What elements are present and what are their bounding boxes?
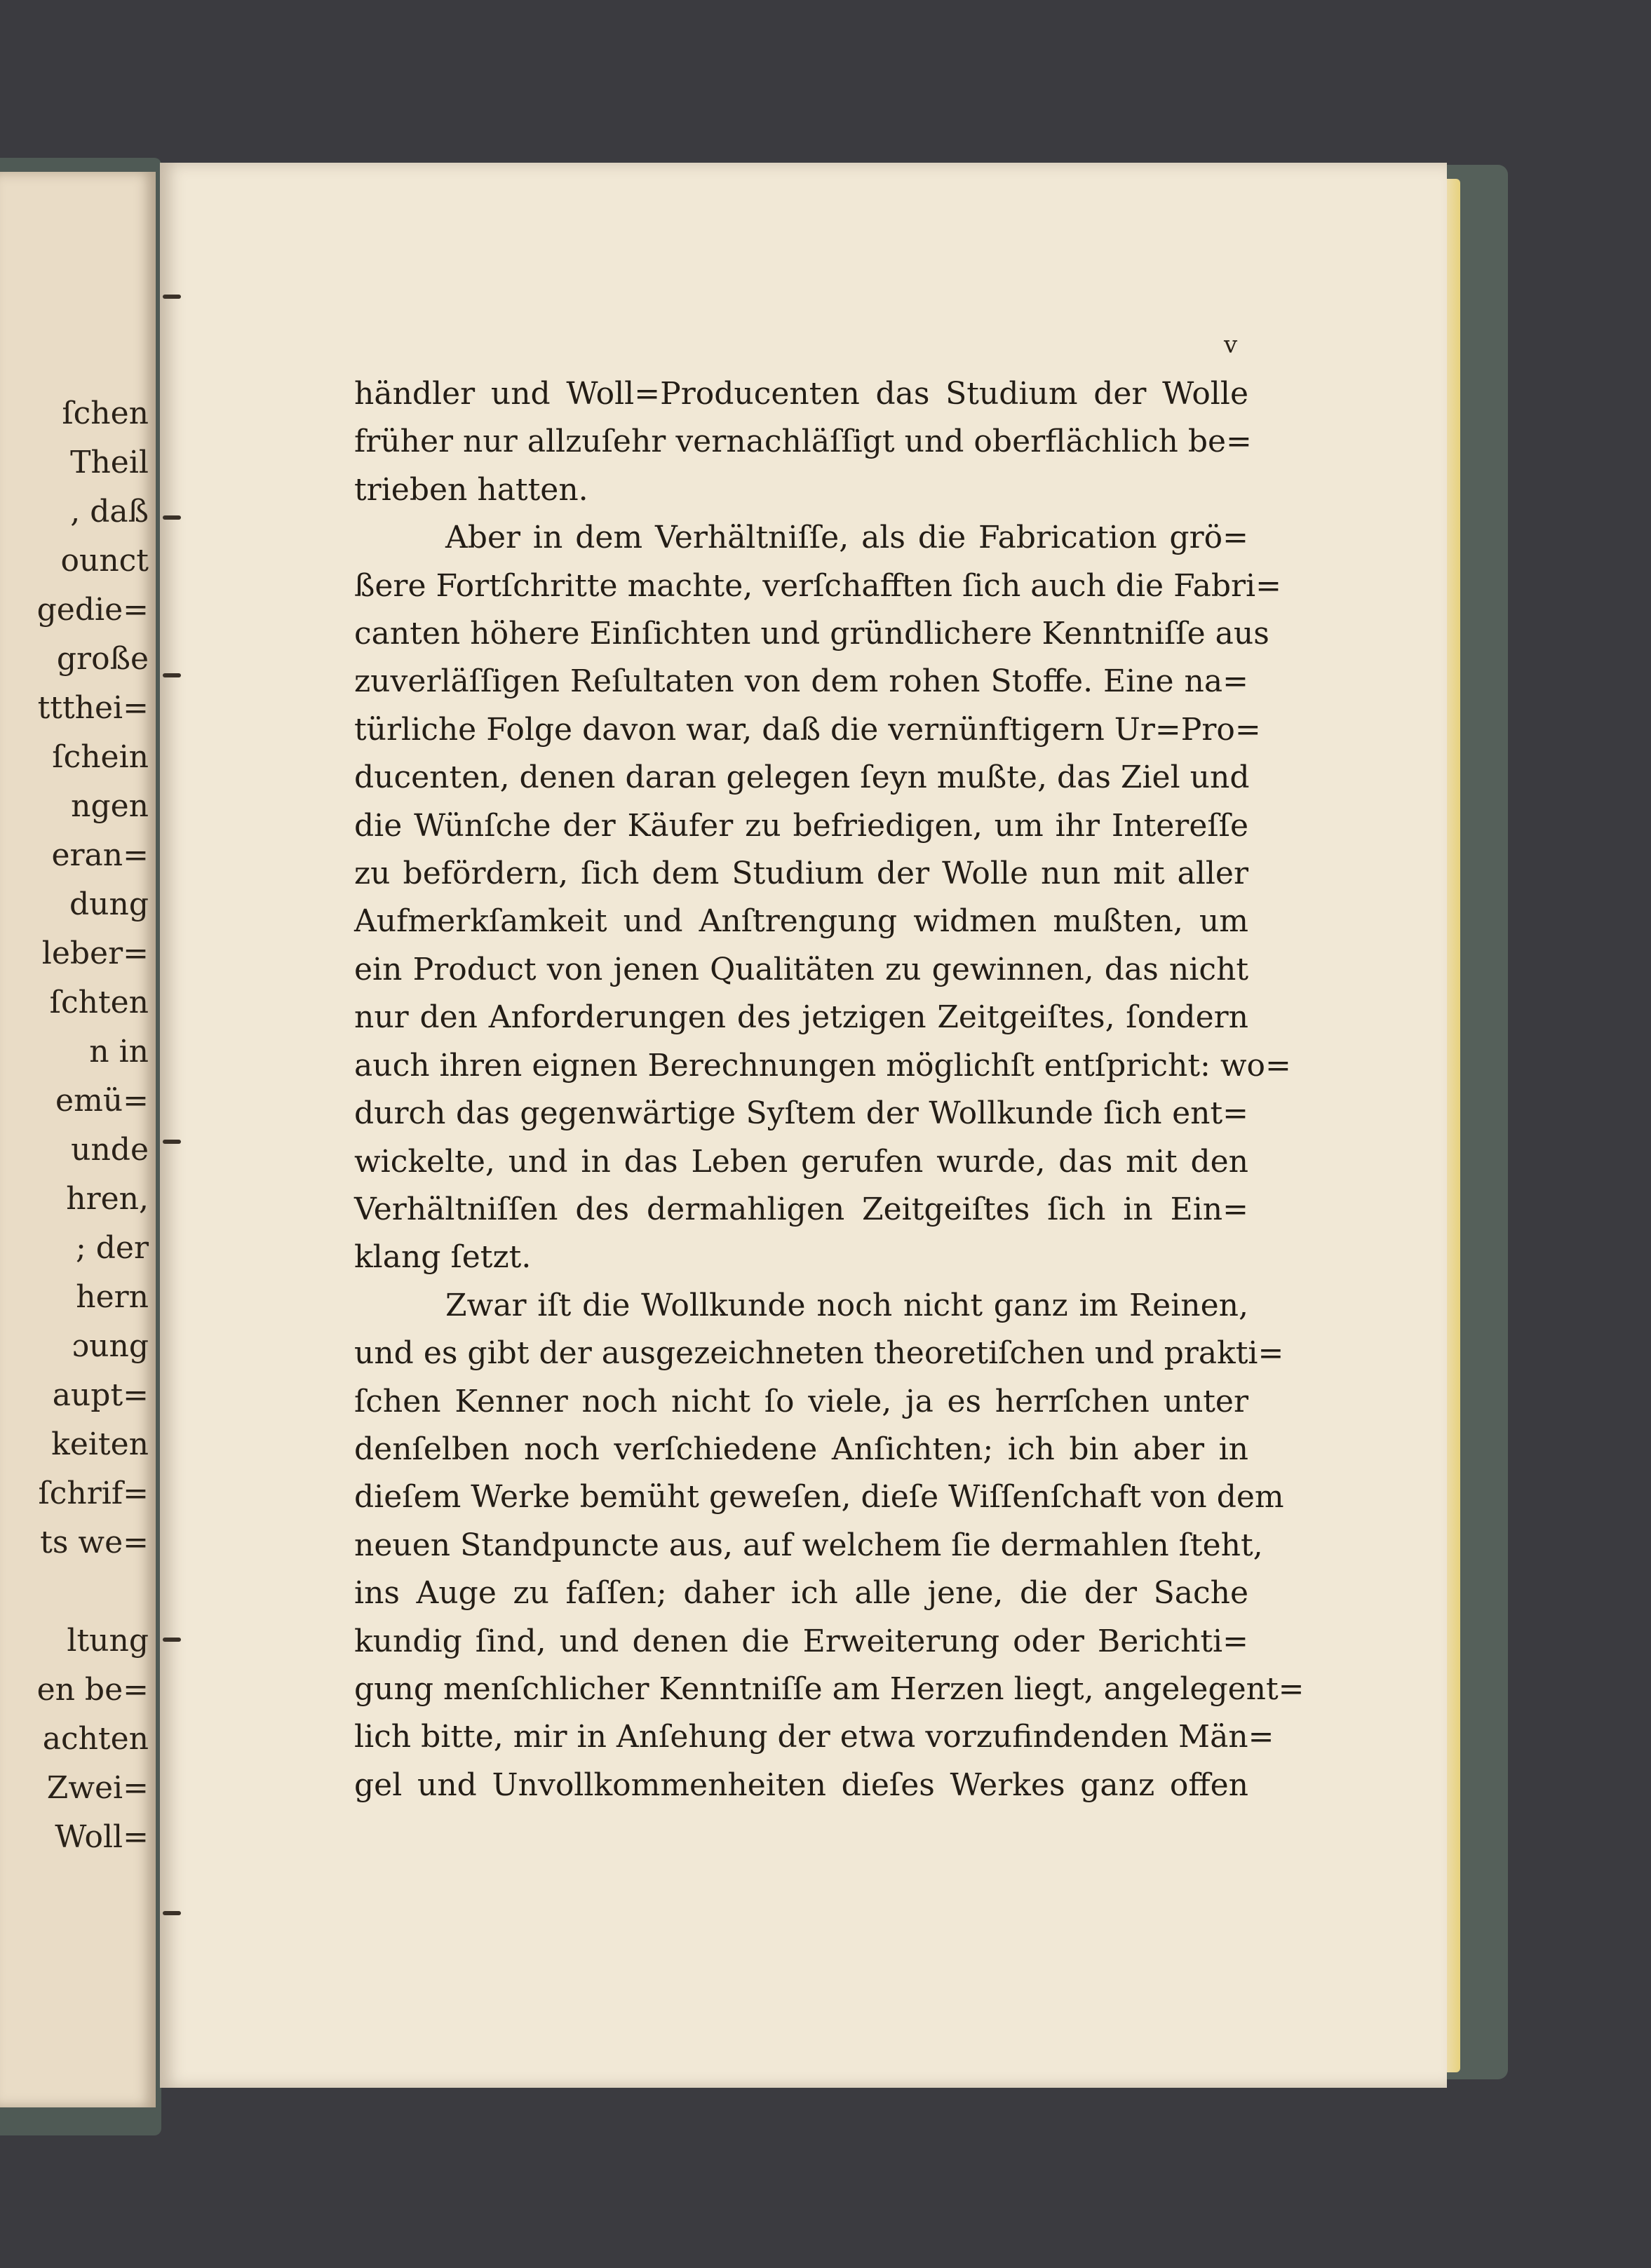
binding-stitch [163, 1638, 181, 1642]
binding-stitch [163, 295, 181, 299]
text-line: die Wünſche der Käufer zu befriedigen, um ihr Intereſſe [354, 807, 1248, 844]
left-page-fragment: aupt= [52, 1377, 149, 1413]
left-page-fragment: gedie= [36, 592, 149, 628]
text-line: türliche Folge davon war, daß die vernünftigern Ur=Pro= [354, 711, 1261, 748]
page-number: v [1224, 331, 1238, 359]
binding-stitch [163, 1140, 181, 1144]
text-line: neuen Standpuncte aus, auf welchem ſie dermahlen ſteht, [354, 1527, 1263, 1563]
left-page-fragment: , daß [70, 494, 149, 529]
left-page [0, 172, 156, 2107]
left-page-fragment: ounct [60, 543, 149, 579]
text-line: früher nur allzuſehr vernachläſſigt und oberflächlich be= [354, 424, 1252, 460]
text-line: dieſem Werke bemüht geweſen, dieſe Wiſſenſchaft von dem [354, 1479, 1284, 1516]
text-line: Aufmerkſamkeit und Anſtrengung widmen mußten, um [354, 903, 1248, 940]
left-page-fragment: hren, [66, 1181, 149, 1217]
text-line: Aber in dem Verhältniſſe, als die Fabrication grö= [445, 520, 1248, 556]
text-line: lich bitte, mir in Anſehung der etwa vorzufindenden Män= [354, 1719, 1274, 1755]
text-line: ins Auge zu faſſen; daher ich alle jene, die der Sache [354, 1575, 1248, 1612]
text-line: Zwar iſt die Wollkunde noch nicht ganz im Reinen, [445, 1287, 1248, 1323]
left-page-fragment: dung [69, 886, 149, 922]
binding-stitch [163, 673, 181, 677]
left-page-fragment: ; der [75, 1230, 149, 1266]
left-page-fragment: Theil [70, 445, 149, 480]
text-line: nur den Anforderungen des jetzigen Zeitgeiſtes, ſondern [354, 999, 1248, 1036]
text-line: gel und Unvollkommenheiten dieſes Werkes ganz offen [354, 1767, 1248, 1803]
text-line: ein Product von jenen Qualitäten zu gewinnen, das nicht [354, 951, 1248, 987]
left-page-fragment: ltung [67, 1623, 149, 1659]
left-page-fragment: eran= [51, 837, 149, 873]
text-line: klang ſetzt. [354, 1239, 532, 1276]
left-page-fragment: en be= [36, 1672, 149, 1708]
left-page-fragment: hern [76, 1279, 149, 1315]
left-page-text [37, 389, 149, 1862]
left-page-fragment: n in [89, 1034, 149, 1069]
text-line: zuverläſſigen Reſultaten von dem rohen Stoffe. Eine na= [354, 663, 1248, 700]
left-page-fragment [37, 1567, 149, 1616]
text-line: händler und Woll=Producenten das Studium der Wolle [354, 376, 1248, 412]
left-page-fragment: emü= [55, 1083, 149, 1119]
body-text [354, 370, 1305, 1809]
text-line: gung menſchlicher Kenntniſſe am Herzen liegt, angelegent= [354, 1670, 1305, 1707]
text-line: und es gibt der ausgezeichneten theoretiſchen und prakti= [354, 1335, 1284, 1372]
left-page-fragment: ttthei= [37, 690, 149, 726]
text-line: wickelte, und in das Leben gerufen wurde, das mit den [354, 1143, 1248, 1180]
left-page-fragment: leber= [41, 936, 149, 971]
left-page-fragment: ſchrif= [38, 1476, 149, 1511]
left-page-fragment: ſchten [49, 985, 149, 1020]
text-line: zu befördern, ſich dem Studium der Wolle nun mit aller [354, 856, 1248, 892]
left-page-fragment: unde [71, 1132, 149, 1168]
left-page-fragment: ſchen [62, 396, 149, 431]
left-page-fragment: ſchein [52, 739, 149, 775]
left-page-fragment: ngen [71, 788, 149, 824]
text-line: kundig ſind, und denen die Erweiterung oder Berichti= [354, 1623, 1248, 1659]
text-line: Verhältniſſen des dermahligen Zeitgeiſtes ſich in Ein= [354, 1191, 1248, 1227]
text-line: durch das gegenwärtige Syſtem der Wollkunde ſich ent= [354, 1095, 1248, 1132]
text-line: canten höhere Einſichten und gründlichere Kenntniſſe aus [354, 616, 1269, 652]
binding-stitch [163, 515, 181, 520]
left-page-fragment: große [56, 641, 149, 677]
text-line: denſelben noch verſchiedene Anſichten; ich bin aber in [354, 1431, 1248, 1467]
binding-stitch [163, 1911, 181, 1915]
left-page-fragment: Woll= [55, 1819, 149, 1855]
left-page-fragment: achten [42, 1721, 149, 1757]
left-page-fragment: keiten [51, 1426, 149, 1462]
text-line: auch ihren eignen Berechnungen möglichſt entſpricht: wo= [354, 1047, 1291, 1084]
text-line: trieben hatten. [354, 471, 588, 508]
left-page-fragment: ɔung [72, 1328, 149, 1364]
left-page-fragment: Zwei= [46, 1770, 149, 1806]
text-line: ſchen Kenner noch nicht ſo viele, ja es herrſchen unter [354, 1383, 1248, 1419]
text-line: ßere Fortſchritte machte, verſchafften ſich auch die Fabri= [354, 567, 1281, 604]
text-line: ducenten, denen daran gelegen ſeyn mußte, das Ziel und [354, 760, 1250, 796]
left-page-fragment: ts we= [40, 1525, 149, 1560]
